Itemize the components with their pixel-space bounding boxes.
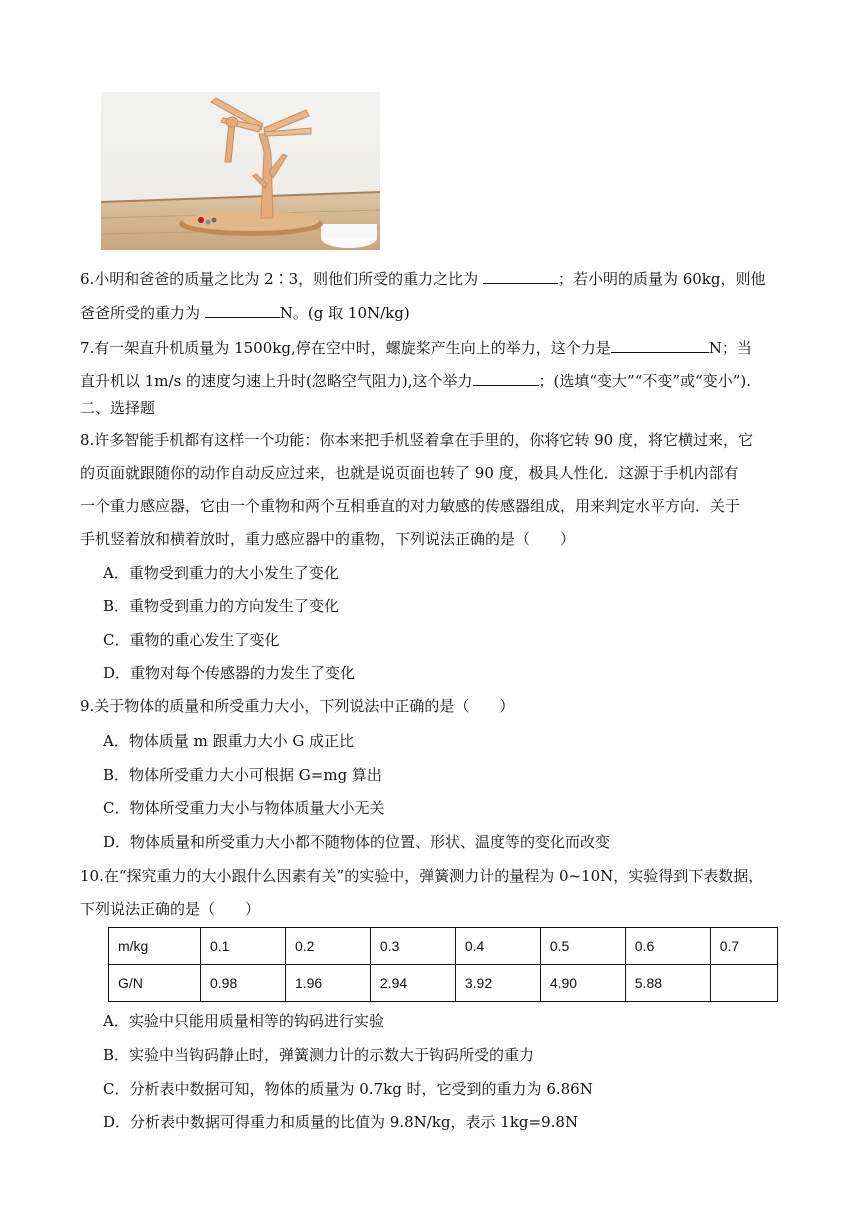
q8-option-d[interactable]: D．重物对每个传感器的力发生了变化 [103, 664, 356, 682]
table-row [109, 928, 778, 965]
table-cell: 4.90 [540, 965, 625, 1002]
table-cell: 5.88 [625, 965, 710, 1002]
table-cell: 0.7 [710, 928, 777, 965]
table-cell: 3.92 [455, 965, 540, 1002]
q7-line2 [80, 371, 751, 391]
q10-option-b[interactable]: B．实验中当钩码静止时，弹簧测力计的示数大于钩码所受的重力 [103, 1046, 535, 1064]
q8-stem-line: 的页面就跟随你的动作自动反应过来，也就是说页面也转了 90 度，极具人性化．这源于手机内部有 [80, 464, 739, 482]
q10-option-c[interactable]: C．分析表中数据可知，物体的质量为 0.7kg 时，它受到的重力为 6.86N [103, 1080, 593, 1098]
q9-option-a[interactable]: A．物体质量 m 跟重力大小 G 成正比 [103, 732, 355, 750]
table-cell [710, 965, 777, 1002]
table-cell: 0.98 [201, 965, 286, 1002]
q9-option-b[interactable]: B．物体所受重力大小可根据 G=mg 算出 [103, 766, 382, 784]
q10-stem-line: 下列说法正确的是（ ） [80, 900, 261, 918]
q8-stem-line: 手机竖着放和横着放时，重力感应器中的重物，下列说法正确的是（ ） [80, 530, 576, 548]
table-cell: 0.6 [625, 928, 710, 965]
q10-option-a[interactable]: A．实验中只能用质量相等的钩码进行实验 [103, 1012, 384, 1030]
table-cell: 0.2 [285, 928, 370, 965]
q8-stem-line: 8.许多智能手机都有这样一个功能：你本来把手机竖着拿在手里的，你将它转 90 度，将它横过来，它 [80, 431, 753, 449]
table-cell: 0.5 [540, 928, 625, 965]
mass-weight-table [108, 927, 778, 1002]
q7-text: N；当 [708, 339, 752, 357]
q7-text: ；(选填“变大”“不变”或“变小”). [538, 372, 752, 390]
table-cell: 2.94 [370, 965, 455, 1002]
q9-stem: 9.关于物体的质量和所受重力大小，下列说法中正确的是（ ） [80, 697, 515, 715]
q6-line1 [80, 269, 766, 289]
q6-text: N。(g 取 10N/kg) [279, 304, 410, 322]
q6-text: 6.小明和爸爸的质量之比为 2∶3，则他们所受的重力之比为 [80, 270, 483, 288]
q10-stem-line: 10.在“探究重力的大小跟什么因素有关”的实验中，弹簧测力计的量程为 0~10N，实验得到下表数据， [80, 867, 764, 885]
table-cell: 0.3 [370, 928, 455, 965]
q10-option-d[interactable]: D．分析表中数据可得重力和质量的比值为 9.8N/kg，表示 1kg=9.8N [103, 1113, 579, 1131]
table-cell: 0.1 [201, 928, 286, 965]
q6-text: 爸爸所受的重力为 [80, 304, 205, 322]
q6-text: ；若小明的质量为 60kg，则他 [557, 270, 766, 288]
dragonfly-toy-image [101, 92, 380, 250]
answer-blank [611, 338, 709, 353]
table-cell: G/N [109, 965, 201, 1002]
q6-line2 [80, 303, 410, 323]
table-row [109, 965, 778, 1002]
q8-stem-line: 一个重力感应器，它由一个重物和两个互相垂直的对力敏感的传感器组成，用来判定水平方向．关于 [80, 497, 741, 515]
answer-blank [473, 371, 539, 386]
section-heading: 二、选择题 [80, 399, 156, 417]
q9-option-d[interactable]: D．物体质量和所受重力大小都不随物体的位置、形状、温度等的变化而改变 [103, 833, 611, 851]
q8-option-a[interactable]: A．重物受到重力的大小发生了变化 [103, 564, 339, 582]
q7-text: 7.有一架直升机质量为 1500kg,停在空中时，螺旋桨产生向上的举力，这个力是 [80, 339, 611, 357]
table-cell: 1.96 [285, 965, 370, 1002]
q8-option-c[interactable]: C．重物的重心发生了变化 [103, 631, 280, 649]
q7-line1 [80, 338, 752, 358]
table-cell: m/kg [109, 928, 201, 965]
q7-text: 直升机以 1m/s 的速度匀速上升时(忽略空气阻力),这个举力 [80, 372, 473, 390]
table-cell: 0.4 [455, 928, 540, 965]
dragonfly-toy-illustration [101, 92, 380, 250]
answer-blank [483, 269, 558, 284]
q8-option-b[interactable]: B．重物受到重力的方向发生了变化 [103, 597, 340, 615]
q9-option-c[interactable]: C．物体所受重力大小与物体质量大小无关 [103, 799, 385, 817]
answer-blank [205, 303, 280, 318]
